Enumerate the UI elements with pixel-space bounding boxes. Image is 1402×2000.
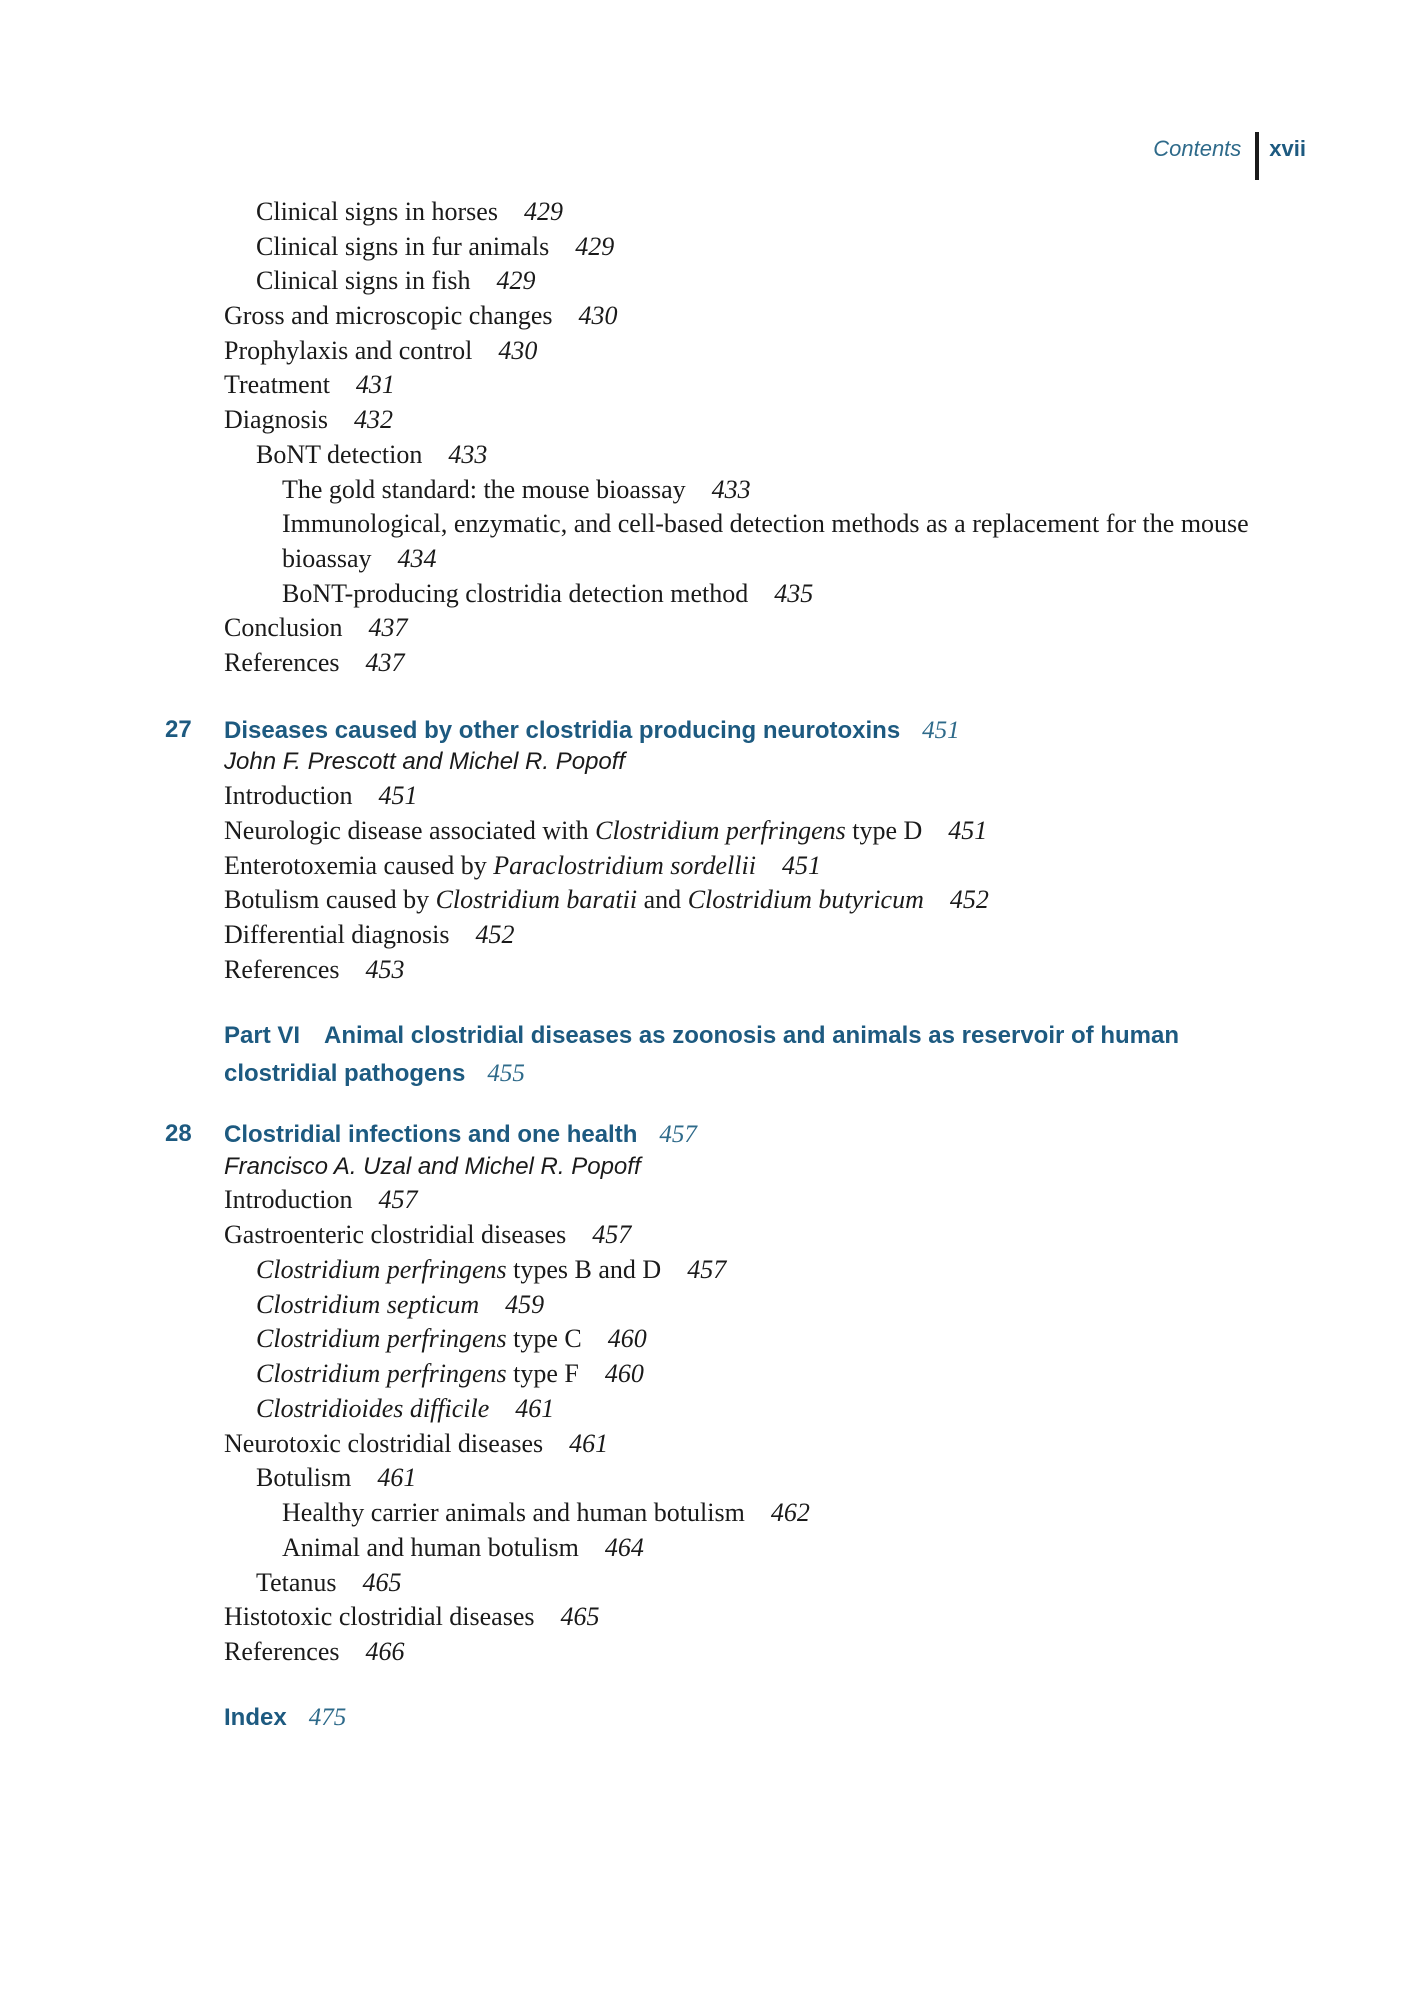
toc-entry-page: 453 [365,955,405,984]
toc-entry-page: 457 [592,1220,632,1249]
toc-entry-page: 435 [774,579,814,608]
toc-entry[interactable] [224,404,393,436]
toc-entry-page: 465 [362,1568,402,1597]
toc-entry[interactable] [224,369,395,401]
toc-entry-title: Gastroenteric clostridial diseases [224,1220,567,1249]
toc-entry-page: 466 [365,1637,405,1666]
toc-entry-title: Enterotoxemia caused by [224,851,494,880]
chapter-number: 28 [165,1120,192,1147]
toc-entry-page: 452 [475,920,515,949]
toc-entry[interactable] [224,1184,418,1216]
toc-entry-title: Introduction [224,1185,353,1214]
toc-entry-title: Gross and microscopic changes [224,301,553,330]
index-entry[interactable] [224,1701,346,1734]
toc-entry[interactable] [256,439,487,471]
toc-entry[interactable] [224,850,821,882]
toc-entry-page: 429 [496,266,536,295]
toc-entry-page: 460 [604,1359,644,1388]
toc-entry-title: BoNT detection [256,440,423,469]
toc-entry[interactable] [224,647,404,679]
toc-entry-page: 461 [515,1394,555,1423]
toc-entry-title: Conclusion [224,613,343,642]
toc-entry-page: 432 [354,405,393,434]
toc-entry-page: 457 [687,1255,727,1284]
toc-entry[interactable] [282,1497,810,1529]
toc-entry[interactable] [224,1219,631,1251]
species-name: Clostridium septicum [256,1290,480,1319]
toc-entry[interactable] [256,231,614,263]
toc-entry-page: 460 [607,1324,647,1353]
toc-entry[interactable] [282,578,813,610]
toc-entry-page: 429 [523,197,563,226]
toc-entry-title: Histotoxic clostridial diseases [224,1602,535,1631]
toc-entry[interactable] [256,265,536,297]
species-name: Clostridium perfringens [256,1255,507,1284]
species-name: Paraclostridium sordellii [493,851,756,880]
toc-entry-title: References [224,955,340,984]
toc-entry[interactable] [224,919,515,951]
toc-entry-page: 429 [575,232,615,261]
toc-entry-title: Tetanus [256,1568,337,1597]
toc-entry-page: 430 [498,336,538,365]
toc-entry-page: 431 [355,370,395,399]
toc-entry-title-suffix: type D [845,816,923,845]
chapter-title: Clostridial infections and one health [224,1121,638,1148]
toc-entry[interactable] [224,300,618,332]
toc-entry-page: 451 [781,851,821,880]
toc-entry[interactable] [256,1358,644,1390]
toc-entry-title: Treatment [224,370,330,399]
toc-entry-page: 461 [377,1463,417,1492]
toc-entry-page: 434 [397,544,437,573]
toc-entry[interactable] [224,612,407,644]
toc-entry[interactable] [224,780,418,812]
toc-entry[interactable] [224,815,987,847]
part-entry[interactable] [224,1018,1224,1094]
chapter-title-entry[interactable] [224,714,960,747]
toc-entry[interactable] [224,335,537,367]
toc-entry-title: Botulism caused by [224,885,436,914]
part-label: Part VI [224,1022,301,1049]
species-name: Clostridium butyricum [687,885,924,914]
toc-entry-title: Diagnosis [224,405,328,434]
chapter-authors: John F. Prescott and Michel R. Popoff [224,748,626,775]
toc-entry-title: Animal and human botulism [282,1533,579,1562]
toc-entry-page: 433 [711,475,751,504]
toc-entry-title: Clinical signs in fish [256,266,471,295]
chapter-page: 451 [922,717,960,744]
toc-entry-page: 430 [578,301,618,330]
toc-entry[interactable] [256,1254,726,1286]
toc-entry-title: BoNT-producing clostridia detection method [282,579,749,608]
toc-entry-title: References [224,648,340,677]
running-header [1153,132,1306,182]
index-label: Index [224,1704,287,1731]
toc-entry-title-suffix: type F [506,1359,579,1388]
toc-entry-title: References [224,1637,340,1666]
toc-entry-title: Clinical signs in horses [256,197,498,226]
toc-entry-title-suffix: type C [506,1324,582,1353]
toc-entry-title: Healthy carrier animals and human botulism [282,1498,745,1527]
toc-entry[interactable] [256,1462,416,1494]
toc-entry-page: 461 [569,1429,609,1458]
chapter-authors: Francisco A. Uzal and Michel R. Popoff [224,1153,641,1180]
toc-entry-title: Neurologic disease associated with [224,816,596,845]
toc-entry-page: 457 [378,1185,418,1214]
toc-entry-page: 437 [365,648,405,677]
toc-entry-title-suffix: types B and D [506,1255,662,1284]
toc-entry[interactable] [256,1393,554,1425]
toc-entry[interactable] [224,884,989,916]
toc-entry[interactable] [282,1532,644,1564]
species-name: Clostridium perfringens [595,816,846,845]
toc-entry-title: Botulism [256,1463,352,1492]
toc-entry-page: 465 [560,1602,600,1631]
toc-entry-page: 464 [604,1533,644,1562]
toc-entry-page: 433 [448,440,488,469]
toc-entry-page: 437 [368,613,408,642]
species-name: Clostridioides difficile [256,1394,490,1423]
toc-entry-title: Immunological, enzymatic, and cell-based detection methods as a replacement for the mouse bioassay [282,509,1249,573]
toc-entry-title: The gold standard: the mouse bioassay [282,475,686,504]
index-page: 475 [308,1704,347,1731]
species-name: Clostridium perfringens [256,1324,507,1353]
toc-entry[interactable] [224,1428,608,1460]
chapter-page: 457 [659,1121,697,1148]
toc-entry[interactable] [224,1601,600,1633]
toc-entry-title-connector: and [637,885,688,914]
chapter-title: Diseases caused by other clostridia producing neurotoxins [224,717,901,744]
toc-entry-title: Differential diagnosis [224,920,450,949]
toc-entry-title: Clinical signs in fur animals [256,232,550,261]
toc-entry[interactable] [256,1323,647,1355]
header-divider [1255,132,1259,180]
part-page: 455 [487,1060,525,1087]
toc-entry[interactable] [256,196,563,228]
toc-entry[interactable] [282,506,1252,576]
part-title: Animal clostridial diseases as zoonosis and animals as reservoir of human clostridial pathogens [224,1022,1180,1087]
toc-entry-title: Neurotoxic clostridial diseases [224,1429,544,1458]
chapter-title-entry[interactable] [224,1118,697,1151]
toc-entry-page: 459 [505,1290,545,1319]
running-header-title: Contents [1153,136,1242,161]
toc-entry-title: Prophylaxis and control [224,336,473,365]
toc-entry[interactable] [224,1636,404,1668]
toc-entry-page: 462 [770,1498,810,1527]
toc-entry[interactable] [224,954,404,986]
toc-entry[interactable] [256,1289,544,1321]
page-number: xvii [1269,136,1306,161]
toc-entry-title: Introduction [224,781,353,810]
chapter-number: 27 [165,716,192,743]
toc-entry-page: 451 [948,816,988,845]
species-name: Clostridium perfringens [256,1359,507,1388]
toc-entry[interactable] [282,474,751,506]
species-name: Clostridium baratii [435,885,638,914]
toc-entry[interactable] [256,1567,402,1599]
toc-entry-page: 452 [949,885,989,914]
toc-entry-page: 451 [378,781,418,810]
